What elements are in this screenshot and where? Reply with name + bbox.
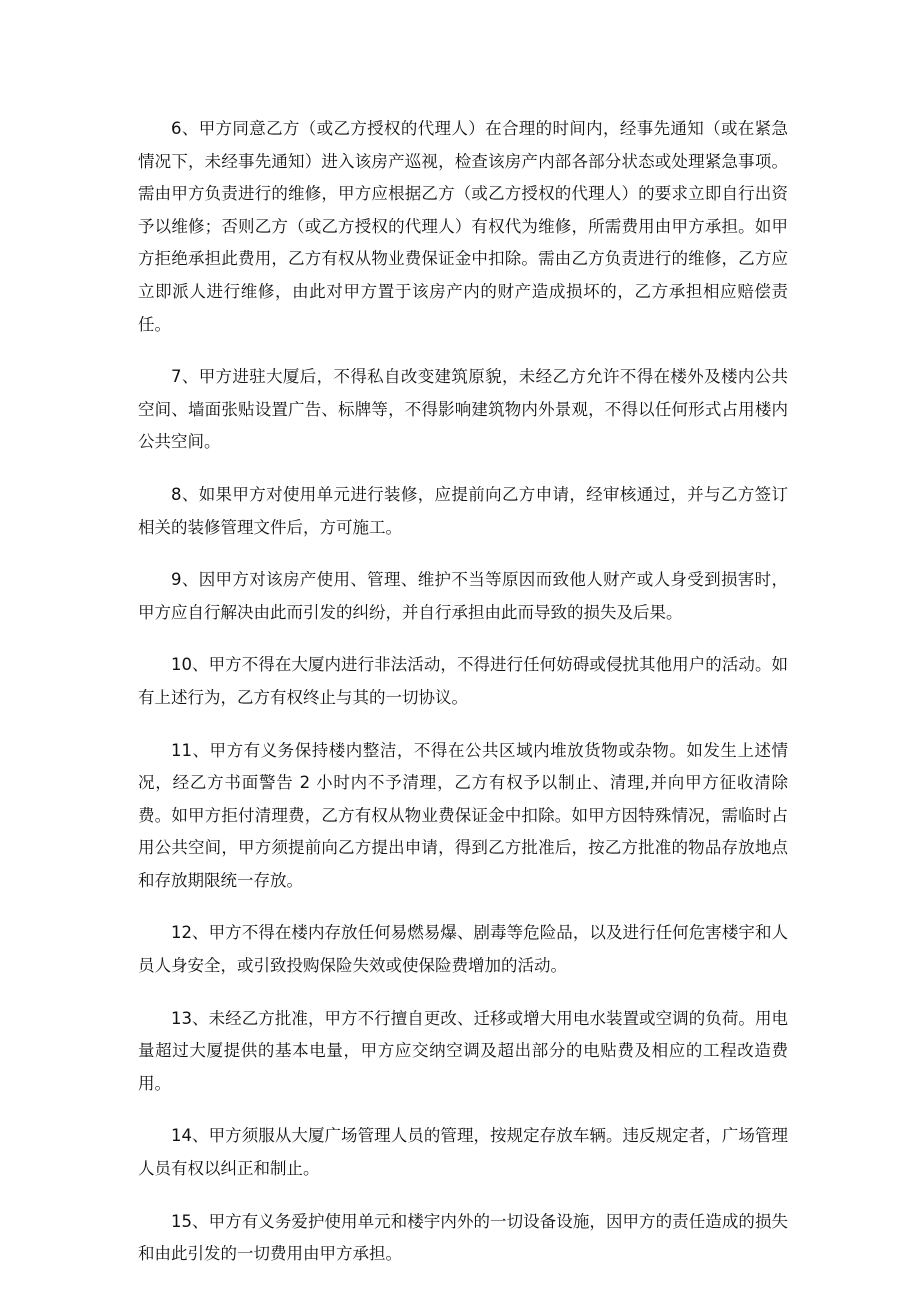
clause-12: 12、甲方不得在楼内存放任何易燃易爆、剧毒等危险品，以及进行任何危害楼宇和人员人身安全，或引致投购保险失效或使保险费增加的活动。	[138, 923, 788, 976]
clause-10: 10、甲方不得在大厦内进行非法活动，不得进行任何妨碍或侵扰其他用户的活动。如有上述行为，乙方有权终止与其的一切协议。	[138, 655, 788, 707]
clause-8: 8、如果甲方对使用单元进行装修，应提前向乙方申请，经审核通过，并与乙方签订相关的装修管理文件后，方可施工。	[138, 484, 788, 537]
clause-13: 13、未经乙方批准，甲方不行擅自更改、迁移或增大用电水装置或空调的负荷。用电量超过大厦提供的基本电量，甲方应交纳空调及超出部分的电贴费及相应的工程改造费用。	[138, 1008, 788, 1093]
clause-7: 7、甲方进驻大厦后，不得私自改变建筑原貌，未经乙方允许不得在楼外及楼内公共空间、墙面张贴设置广告、标牌等，不得影响建筑物内外景观，不得以任何形式占用楼内公共空间。	[138, 367, 788, 452]
clause-15: 15、甲方有义务爱护使用单元和楼宇内外的一切设备设施，因甲方的责任造成的损失和由此引发的一切费用由甲方承担。	[138, 1211, 788, 1264]
clause-9: 9、因甲方对该房产使用、管理、维护不当等原因而致他人财产或人身受到损害时，甲方应自行解决由此而引发的纠纷，并自行承担由此而导致的损失及后果。	[138, 570, 788, 622]
clause-6: 6、甲方同意乙方（或乙方授权的代理人）在合理的时间内，经事先通知（或在紧急情况下，未经事先通知）进入该房产巡视，检查该房产内部各部分状态或处理紧急事项。需由甲方负责进行的维修，甲方应根据乙方（或乙方授权的代理人）的要求立即自行出资予以维修；否则乙方（或乙方授权的代理人）有权代为维修，所需费用由甲方承担。如甲方拒绝承担此费用，乙方有权从物业费保证金中扣除。需由乙方负责进行的维修，乙方应立即派人进行维修，由此对甲方置于该房产内的财产造成损坏的，乙方承担相应赔偿责任。	[138, 119, 788, 334]
clause-11: 11、甲方有义务保持楼内整洁，不得在公共区域内堆放货物或杂物。如发生上述情况，经乙方书面警告 2 小时内不予清理，乙方有权予以制止、清理,并向甲方征收清除费。如甲方拒付清理费，乙方有权从物业费保证金中扣除。如甲方因特殊情况，需临时占用公共空间，甲方须提前向乙方提出申请，得到乙方批准后，按乙方批准的物品存放地点和存放期限统一存放。	[138, 740, 788, 890]
document-page	[138, 113, 788, 1291]
clause-14: 14、甲方须服从大厦广场管理人员的管理，按规定存放车辆。违反规定者，广场管理人员有权以纠正和制止。	[138, 1126, 788, 1179]
